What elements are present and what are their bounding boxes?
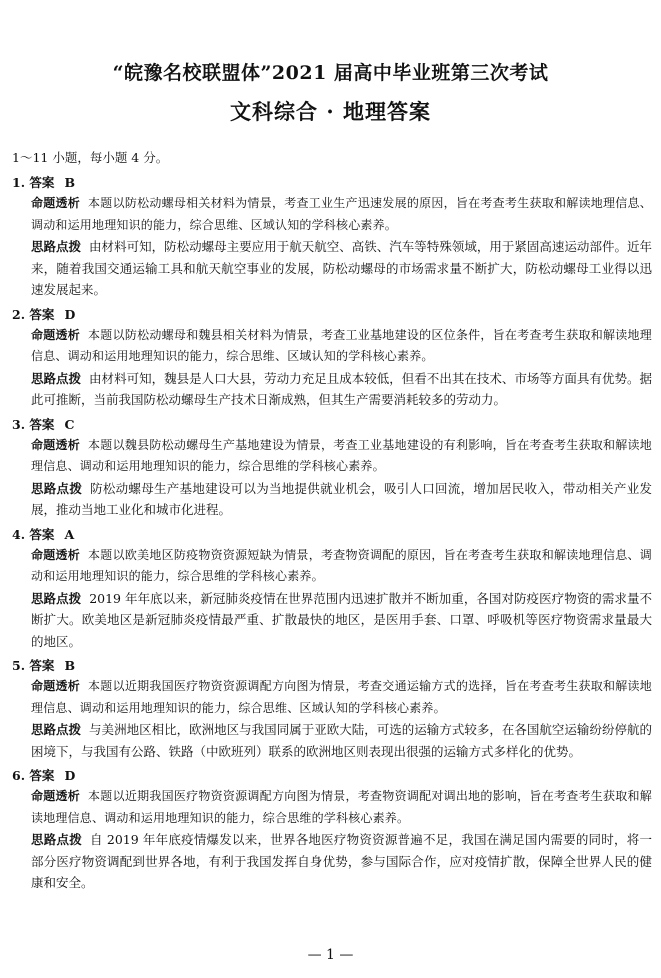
answer-value: C bbox=[64, 416, 75, 432]
hint-text: 由材料可知，防松动螺母主要应用于航天航空、高铁、汽车等特殊领域，用于紧固高速运动部件。近年来，随着我国交通运输工具和航天航空事业的发展，防松动螺母的市场需求量不断扩大，防松动螺母工业得以迅速发展起来。 bbox=[31, 239, 652, 297]
hint-text: 与美洲地区相比，欧洲地区与我国同属于亚欧大陆，可选的运输方式较多，在各国航空运输纷纷停航的困境下，与我国有公路、铁路（中欧班列）联系的欧洲地区则表现出很强的运输方式多样化的优势。 bbox=[31, 722, 652, 759]
document-title: “皖豫名校联盟体”2021 届高中毕业班第三次考试 bbox=[112, 62, 549, 84]
analysis-paragraph bbox=[12, 325, 652, 368]
hint-paragraph bbox=[12, 478, 652, 521]
answer-line bbox=[12, 765, 652, 786]
analysis-label: 命题透析 bbox=[31, 547, 81, 562]
hint-label: 思路点拨 bbox=[31, 722, 82, 737]
question-number: 5. bbox=[12, 658, 26, 673]
question-block bbox=[12, 304, 652, 411]
answer-label: 答案 bbox=[29, 768, 55, 783]
analysis-text: 本题以近期我国医疗物资资源调配方向图为情景，考查物资调配对调出地的影响，旨在考查考生获取和解读地理信息、调动和运用地理知识的能力，综合思维的学科核心素养。 bbox=[31, 789, 652, 825]
question-block bbox=[12, 765, 652, 894]
question-block bbox=[12, 414, 652, 521]
hint-text: 自 2019 年年底疫情爆发以来，世界各地医疗物资资源普遍不足，我国在满足国内需要的同时，将一部分医疗物资调配到世界各地，有利于我国发挥自身优势，参与国际合作，应对疫情扩散，保障全世界人民的健康和安全。 bbox=[31, 832, 652, 890]
answer-value: D bbox=[64, 768, 76, 783]
hint-label: 思路点拨 bbox=[31, 832, 82, 847]
question-block bbox=[12, 172, 652, 301]
answer-value: A bbox=[64, 526, 75, 542]
answer-content bbox=[12, 148, 652, 894]
analysis-label: 命题透析 bbox=[31, 679, 81, 693]
analysis-paragraph bbox=[12, 435, 652, 478]
answer-line bbox=[12, 655, 652, 676]
answer-label: 答案 bbox=[29, 416, 55, 432]
analysis-label: 命题透析 bbox=[31, 789, 81, 803]
question-number: 1. bbox=[12, 175, 26, 190]
analysis-paragraph bbox=[12, 545, 652, 588]
analysis-label: 命题透析 bbox=[31, 327, 81, 342]
hint-text: 2019 年年底以来，新冠肺炎疫情在世界范围内迅速扩散并不断加重，各国对防疫医疗物资的需求量不断扩大。欧美地区是新冠肺炎疫情最严重、扩散最快的地区，是医用手套、口罩、呼吸机等医疗物资需求量最大的地区。 bbox=[31, 590, 652, 649]
analysis-text: 本题以防松动螺母和魏县相关材料为情景，考查工业基地建设的区位条件，旨在考查考生获取和解读地理信息、调动和运用地理知识的能力，综合思维、区域认知的学科核心素养。 bbox=[31, 327, 652, 363]
analysis-text: 本题以魏县防松动螺母生产基地建设为情景，考查工业基地建设的有利影响，旨在考查考生获取和解读地理信息、调动和运用地理知识的能力，综合思维的学科核心素养。 bbox=[31, 437, 652, 473]
hint-paragraph bbox=[12, 588, 652, 653]
answer-label: 答案 bbox=[29, 526, 55, 542]
document-subtitle: 文科综合 · 地理答案 bbox=[230, 99, 431, 124]
answer-label: 答案 bbox=[29, 658, 55, 673]
answer-value: B bbox=[64, 658, 76, 673]
answer-line bbox=[12, 414, 652, 435]
hint-paragraph bbox=[12, 368, 652, 411]
answer-value: D bbox=[64, 306, 76, 322]
section-intro: 1～11 小题，每小题 4 分。 bbox=[12, 150, 169, 165]
hint-paragraph bbox=[12, 236, 652, 301]
hint-label: 思路点拨 bbox=[31, 480, 83, 496]
question-number: 6. bbox=[12, 768, 26, 783]
hint-text: 由材料可知，魏县是人口大县，劳动力充足且成本较低，但看不出其在技术、市场等方面具有优势。据此可推断，当前我国防松动螺母生产技术日渐成熟，但其生产需要消耗较多的劳动力。 bbox=[31, 370, 652, 407]
analysis-label: 命题透析 bbox=[31, 196, 81, 210]
answer-line bbox=[12, 524, 652, 545]
hint-label: 思路点拨 bbox=[31, 239, 82, 254]
answer-value: B bbox=[64, 175, 76, 190]
analysis-text: 本题以欧美地区防疫物资资源短缺为情景，考查物资调配的原因，旨在考查考生获取和解读地理信息、调动和运用地理知识的能力，综合思维的学科核心素养。 bbox=[31, 547, 652, 583]
page-number: — 1 — bbox=[307, 947, 354, 963]
analysis-text: 本题以近期我国医疗物资资源调配方向图为情景，考查交通运输方式的选择，旨在考查考生获取和解读地理信息、调动和运用地理知识的能力，综合思维、区域认知的学科核心素养。 bbox=[31, 679, 652, 715]
hint-text: 防松动螺母生产基地建设可以为当地提供就业机会，吸引人口回流，增加居民收入，带动相关产业发展，推动当地工业化和城市化进程。 bbox=[31, 480, 652, 517]
answer-line bbox=[12, 172, 652, 193]
question-block bbox=[12, 655, 652, 762]
analysis-paragraph bbox=[12, 193, 652, 236]
question-list bbox=[12, 172, 652, 894]
hint-label: 思路点拨 bbox=[31, 370, 82, 386]
analysis-paragraph bbox=[12, 786, 652, 829]
analysis-label: 命题透析 bbox=[31, 437, 81, 452]
question-number: 2. bbox=[12, 306, 26, 322]
answer-line bbox=[12, 304, 652, 325]
question-block bbox=[12, 524, 652, 653]
question-number: 4. bbox=[12, 526, 26, 542]
question-number: 3. bbox=[12, 416, 26, 432]
hint-paragraph bbox=[12, 829, 652, 894]
hint-paragraph bbox=[12, 719, 652, 762]
answer-label: 答案 bbox=[29, 306, 55, 322]
hint-label: 思路点拨 bbox=[31, 590, 82, 606]
answer-label: 答案 bbox=[29, 175, 55, 190]
analysis-text: 本题以防松动螺母相关材料为情景，考查工业生产迅速发展的原因，旨在考查考生获取和解读地理信息、调动和运用地理知识的能力，综合思维、区域认知的学科核心素养。 bbox=[31, 196, 652, 232]
analysis-paragraph bbox=[12, 676, 652, 719]
